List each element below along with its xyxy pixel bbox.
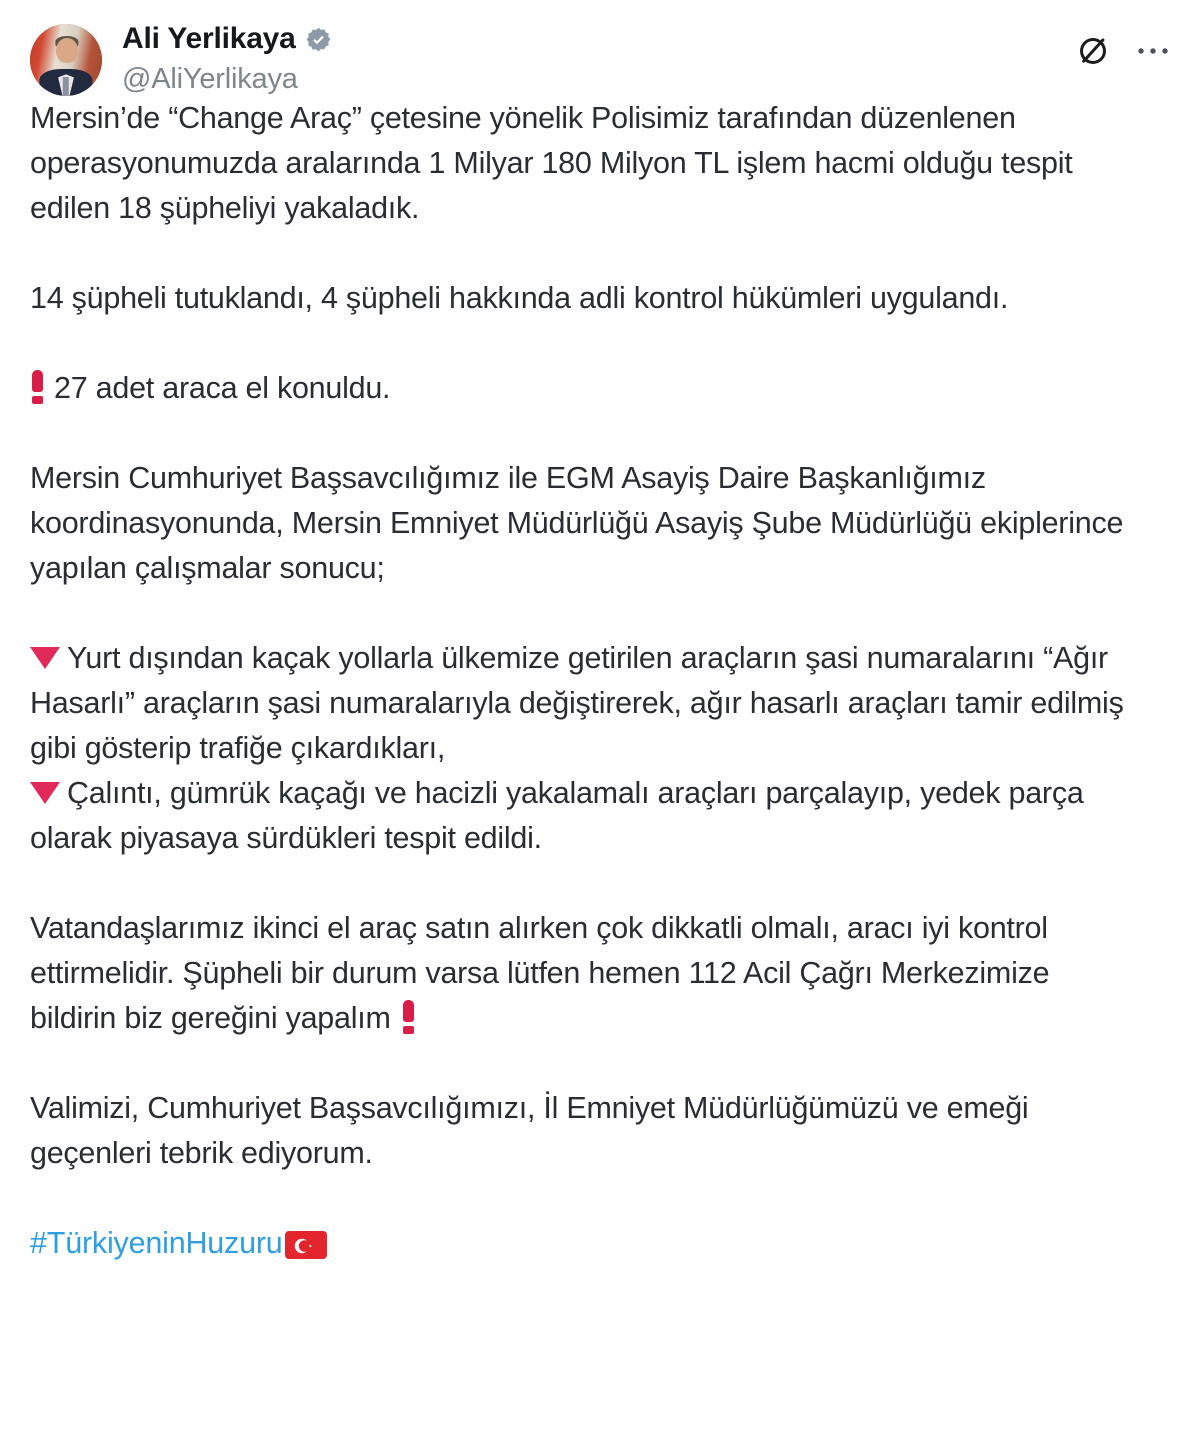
public-warning-text: Vatandaşlarımız ikinci el araç satın alırken çok dikkatli olmalı, aracı iyi kontrol ettirmelidir. Şüpheli bir durum varsa lütfen hemen 112 Acil Çağrı Merkezimize bildirin biz gereğini yapalım bbox=[30, 911, 1050, 1035]
bullet-item-chassis-swap-text: Yurt dışından kaçak yollarla ülkemize getirilen araçların şasi numaralarını “Ağır Hasarlı” araçların şasi numaralarıyla değiştirerek, ağır hasarlı araçları tamir edilmiş gibi gösterip trafiğe çıkardıkları, bbox=[30, 641, 1124, 765]
paragraph-gap bbox=[30, 321, 1138, 366]
paragraph-seized-vehicles bbox=[30, 366, 1138, 411]
hashtag-line bbox=[30, 1221, 1138, 1266]
avatar-face bbox=[56, 38, 78, 62]
more-options-icon[interactable] bbox=[1136, 44, 1170, 58]
red-exclamation-mark-icon bbox=[30, 370, 46, 404]
hashtag-link[interactable]: #TürkiyeninHuzuru bbox=[30, 1226, 283, 1260]
tweet-text-body bbox=[0, 96, 1200, 1266]
paragraph-gap bbox=[30, 1176, 1138, 1221]
paragraph-operation-summary: Mersin’de “Change Araç” çetesine yönelik Polisimiz tarafından düzenlenen operasyonumuzda aralarında 1 Milyar 180 Milyon TL işlem hacmi olduğu tespit edilen 18 şüpheliyi yakaladık. bbox=[30, 101, 1073, 225]
paragraph-coordination: Mersin Cumhuriyet Başsavcılığımız ile EGM Asayiş Daire Başkanlığımız koordinasyonunda, Mersin Emniyet Müdürlüğü Asayiş Şube Müdürlüğü ekiplerince yapılan çalışmalar sonucu; bbox=[30, 461, 1124, 585]
author-identity bbox=[122, 22, 332, 96]
red-exclamation-mark-icon bbox=[401, 1000, 417, 1034]
verified-badge-icon[interactable] bbox=[305, 26, 332, 53]
seized-vehicles-text: 27 adet araca el konuldu. bbox=[54, 371, 391, 405]
header-actions bbox=[1076, 22, 1182, 68]
author-display-name[interactable]: Ali Yerlikaya bbox=[122, 22, 296, 55]
turkish-flag-icon bbox=[285, 1229, 327, 1259]
paragraph-public-warning bbox=[30, 906, 1138, 1041]
tweet-header bbox=[0, 0, 1200, 96]
avatar[interactable] bbox=[30, 24, 102, 96]
red-down-triangle-icon bbox=[30, 782, 60, 804]
bullet-item-parting-out-text: Çalıntı, gümrük kaçağı ve hacizli yakalamalı araçları parçalayıp, yedek parça olarak piyasaya sürdükleri tespit edildi. bbox=[30, 776, 1084, 855]
paragraph-gap bbox=[30, 591, 1138, 636]
paragraph-gap bbox=[30, 411, 1138, 456]
bullet-item-parting-out bbox=[30, 771, 1138, 861]
paragraph-gap bbox=[30, 861, 1138, 906]
author-name-row bbox=[122, 24, 332, 54]
bullet-item-chassis-swap bbox=[30, 636, 1138, 771]
paragraph-arrests: 14 şüpheli tutuklandı, 4 şüpheli hakkında adli kontrol hükümleri uygulandı. bbox=[30, 281, 1009, 315]
paragraph-gap bbox=[30, 231, 1138, 276]
avatar-tie bbox=[63, 77, 69, 96]
author-handle[interactable]: @AliYerlikaya bbox=[122, 63, 298, 95]
red-down-triangle-icon bbox=[30, 647, 60, 669]
paragraph-gap bbox=[30, 1041, 1138, 1086]
paragraph-thanks: Valimizi, Cumhuriyet Başsavcılığımızı, İl Emniyet Müdürlüğümüzü ve emeği geçenleri tebrik ediyorum. bbox=[30, 1091, 1029, 1170]
grok-icon[interactable] bbox=[1076, 34, 1110, 68]
